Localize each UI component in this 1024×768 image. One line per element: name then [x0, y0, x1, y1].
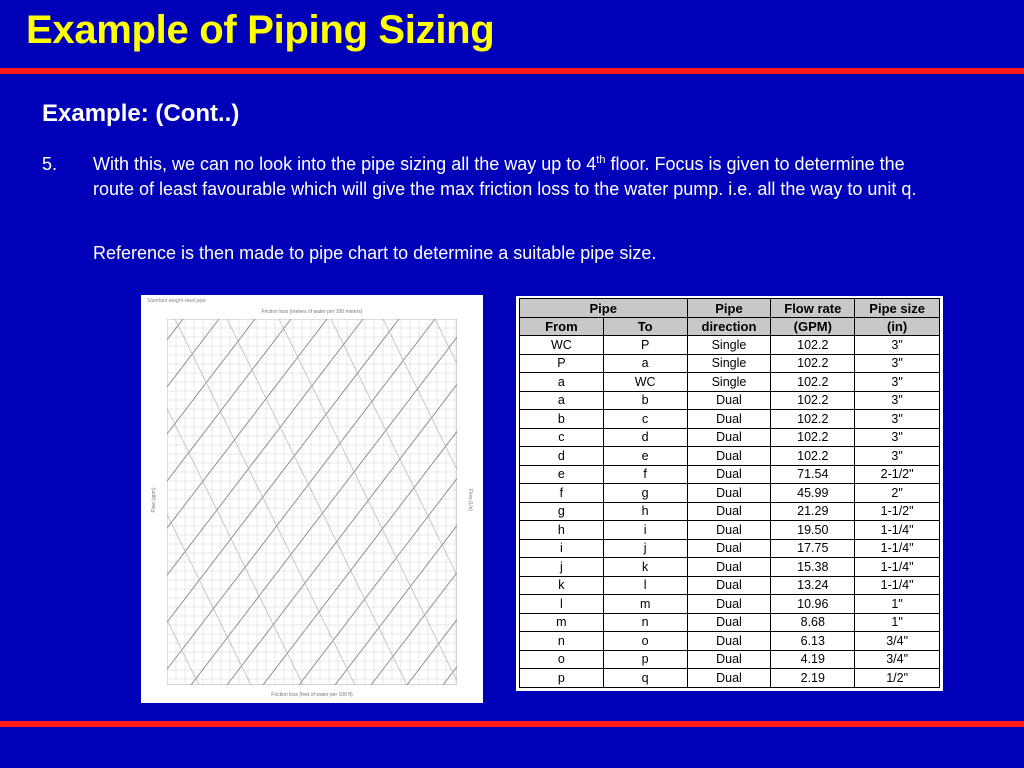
table-cell: d — [520, 447, 604, 466]
table-cell: 2" — [855, 484, 940, 503]
table-cell: 102.2 — [771, 391, 855, 410]
table-cell: 102.2 — [771, 373, 855, 392]
step-text-part: With this, we can no look into the pipe sizing all the way up to 4 — [93, 154, 597, 174]
table-cell: b — [603, 391, 687, 410]
table-row — [520, 632, 940, 651]
table-cell: 1-1/2" — [855, 502, 940, 521]
table-cell: o — [603, 632, 687, 651]
col-header-direction-line1: Pipe — [687, 299, 771, 318]
table-cell: 4.19 — [771, 650, 855, 669]
table-cell: k — [520, 576, 604, 595]
table-cell: 102.2 — [771, 447, 855, 466]
table-cell: Dual — [687, 465, 771, 484]
step-text-superscript: th — [596, 154, 606, 166]
table-cell: Dual — [687, 669, 771, 688]
table-cell: c — [520, 428, 604, 447]
table-row — [520, 336, 940, 355]
table-row — [520, 558, 940, 577]
table-cell: P — [520, 354, 604, 373]
table-cell: f — [603, 465, 687, 484]
table-cell: Single — [687, 354, 771, 373]
table-cell: p — [603, 650, 687, 669]
table-cell: 2.19 — [771, 669, 855, 688]
table-cell: 3" — [855, 447, 940, 466]
table-cell: Dual — [687, 428, 771, 447]
table-cell: j — [603, 539, 687, 558]
table-row — [520, 465, 940, 484]
chart-right-axis-label: Flow (L/s) — [467, 489, 473, 511]
table-cell: 3" — [855, 354, 940, 373]
table-cell: f — [520, 484, 604, 503]
chart-velocity-line — [227, 319, 407, 685]
col-header-size-line2: (in) — [855, 318, 940, 336]
chart-pipe-size-line — [141, 319, 363, 685]
table-cell: 17.75 — [771, 539, 855, 558]
table-cell: l — [520, 595, 604, 614]
table-cell: 102.2 — [771, 336, 855, 355]
table-cell: Single — [687, 373, 771, 392]
chart-pipe-size-line — [141, 319, 147, 685]
chart-pipe-size-line — [141, 319, 327, 685]
chart-velocity-line — [141, 319, 199, 685]
chart-velocity-line — [279, 319, 459, 685]
table-cell: h — [520, 521, 604, 540]
table-row — [520, 391, 940, 410]
table-row — [520, 613, 940, 632]
table-cell: 71.54 — [771, 465, 855, 484]
chart-velocity-line — [435, 319, 483, 685]
table-cell: Dual — [687, 391, 771, 410]
table-cell: Dual — [687, 632, 771, 651]
chart-pipe-size-line — [479, 319, 483, 685]
table-cell: Dual — [687, 484, 771, 503]
step-paragraph — [42, 152, 942, 202]
col-header-flow-line2: (GPM) — [771, 318, 855, 336]
table-cell: 2-1/2" — [855, 465, 940, 484]
table-cell: 1" — [855, 613, 940, 632]
table-cell: q — [603, 669, 687, 688]
chart-bottom-axis-label: Friction loss (feet of water per 100 ft) — [271, 692, 353, 698]
table-cell: i — [603, 521, 687, 540]
chart-velocity-line — [175, 319, 355, 685]
pipe-sizing-table — [519, 298, 940, 688]
table-cell: l — [603, 576, 687, 595]
step-text-part: floor. Focus is given to determine the route of least favourable which will give the max friction loss to the water pump. i.e. all the way to unit q. — [93, 154, 917, 199]
table-cell: n — [520, 632, 604, 651]
chart-corner-label: Standard weight steel pipe — [147, 298, 206, 304]
table-cell: 8.68 — [771, 613, 855, 632]
step-text — [93, 152, 942, 202]
col-header-flow-line1: Flow rate — [771, 299, 855, 318]
table-cell: Dual — [687, 650, 771, 669]
chart-pipe-size-line — [141, 319, 399, 685]
table-cell: Single — [687, 336, 771, 355]
table-cell: h — [603, 502, 687, 521]
table-cell: m — [520, 613, 604, 632]
table-cell: 3" — [855, 428, 940, 447]
table-cell: g — [520, 502, 604, 521]
chart-pipe-size-line — [155, 319, 435, 685]
table-row — [520, 502, 940, 521]
table-cell: a — [520, 373, 604, 392]
table-cell: o — [520, 650, 604, 669]
chart-velocity-line — [141, 319, 147, 685]
table-cell: 10.96 — [771, 595, 855, 614]
table-cell: i — [520, 539, 604, 558]
chart-pipe-size-line — [141, 319, 255, 685]
chart-pipe-size-line — [371, 319, 483, 685]
table-cell: Dual — [687, 447, 771, 466]
chart-pipe-size-line — [227, 319, 483, 685]
chart-pipe-size-line — [263, 319, 483, 685]
table-cell: e — [603, 447, 687, 466]
table-row — [520, 447, 940, 466]
table-cell: p — [520, 669, 604, 688]
table-row — [520, 539, 940, 558]
reference-text: Reference is then made to pipe chart to determine a suitable pipe size. — [93, 243, 657, 263]
table-cell: 102.2 — [771, 428, 855, 447]
table-cell: g — [603, 484, 687, 503]
table-row — [520, 650, 940, 669]
table-cell: WC — [520, 336, 604, 355]
table-cell: 1-1/4" — [855, 521, 940, 540]
table-cell: 15.38 — [771, 558, 855, 577]
table-cell: P — [603, 336, 687, 355]
chart-pipe-size-line — [191, 319, 471, 685]
table-cell: 3/4" — [855, 632, 940, 651]
table-row — [520, 354, 940, 373]
table-cell: b — [520, 410, 604, 429]
table-cell: 13.24 — [771, 576, 855, 595]
table-cell: 19.50 — [771, 521, 855, 540]
table-cell: n — [603, 613, 687, 632]
pipe-group-header: Pipe — [520, 299, 688, 318]
slide-title: Example of Piping Sizing — [26, 8, 495, 52]
table-row — [520, 669, 940, 688]
table-cell: 3/4" — [855, 650, 940, 669]
table-cell: Dual — [687, 595, 771, 614]
table-cell: 3" — [855, 410, 940, 429]
table-cell: 3" — [855, 391, 940, 410]
table-cell: 1-1/4" — [855, 539, 940, 558]
table-cell: 3" — [855, 336, 940, 355]
step-number: 5. — [42, 154, 58, 174]
table-cell: a — [520, 391, 604, 410]
pipe-table-panel — [516, 296, 943, 691]
table-cell: 45.99 — [771, 484, 855, 503]
chart-pipe-size-line — [299, 319, 483, 685]
table-cell: Dual — [687, 576, 771, 595]
table-cell: 1-1/4" — [855, 576, 940, 595]
table-row — [520, 576, 940, 595]
table-cell: 1/2" — [855, 669, 940, 688]
table-row — [520, 595, 940, 614]
table-cell: m — [603, 595, 687, 614]
table-cell: Dual — [687, 539, 771, 558]
footer-divider — [0, 721, 1024, 727]
table-cell: Dual — [687, 613, 771, 632]
table-cell: e — [520, 465, 604, 484]
table-cell: Dual — [687, 521, 771, 540]
pipe-table-body — [520, 336, 940, 688]
table-cell: Dual — [687, 410, 771, 429]
table-cell: 102.2 — [771, 410, 855, 429]
table-row — [520, 428, 940, 447]
table-cell: 3" — [855, 373, 940, 392]
chart-velocity-line — [141, 319, 303, 685]
table-row — [520, 410, 940, 429]
col-header-to: To — [603, 318, 687, 336]
table-cell: 21.29 — [771, 502, 855, 521]
table-cell: Dual — [687, 558, 771, 577]
table-row — [520, 484, 940, 503]
table-cell: WC — [603, 373, 687, 392]
chart-velocity-line — [141, 319, 251, 685]
table-cell: 6.13 — [771, 632, 855, 651]
table-row — [520, 521, 940, 540]
table-row — [520, 373, 940, 392]
section-subtitle: Example: (Cont..) — [42, 100, 240, 127]
title-divider — [0, 68, 1024, 74]
col-header-size-line1: Pipe size — [855, 299, 940, 318]
table-cell: d — [603, 428, 687, 447]
table-cell: 102.2 — [771, 354, 855, 373]
chart-top-axis-label: Friction loss (meters of water per 100 meters) — [261, 309, 363, 315]
pipe-friction-chart-graphic — [141, 295, 483, 703]
chart-left-axis-label: Flow (gpm) — [151, 487, 157, 513]
chart-grid — [141, 319, 483, 685]
table-cell: k — [603, 558, 687, 577]
table-cell: j — [520, 558, 604, 577]
table-cell: 1" — [855, 595, 940, 614]
table-cell: Dual — [687, 502, 771, 521]
col-header-direction-line2: direction — [687, 318, 771, 336]
pipe-friction-chart — [141, 295, 483, 703]
table-cell: a — [603, 354, 687, 373]
table-cell: c — [603, 410, 687, 429]
col-header-from: From — [520, 318, 604, 336]
chart-velocity-line — [331, 319, 483, 685]
table-cell: 1-1/4" — [855, 558, 940, 577]
